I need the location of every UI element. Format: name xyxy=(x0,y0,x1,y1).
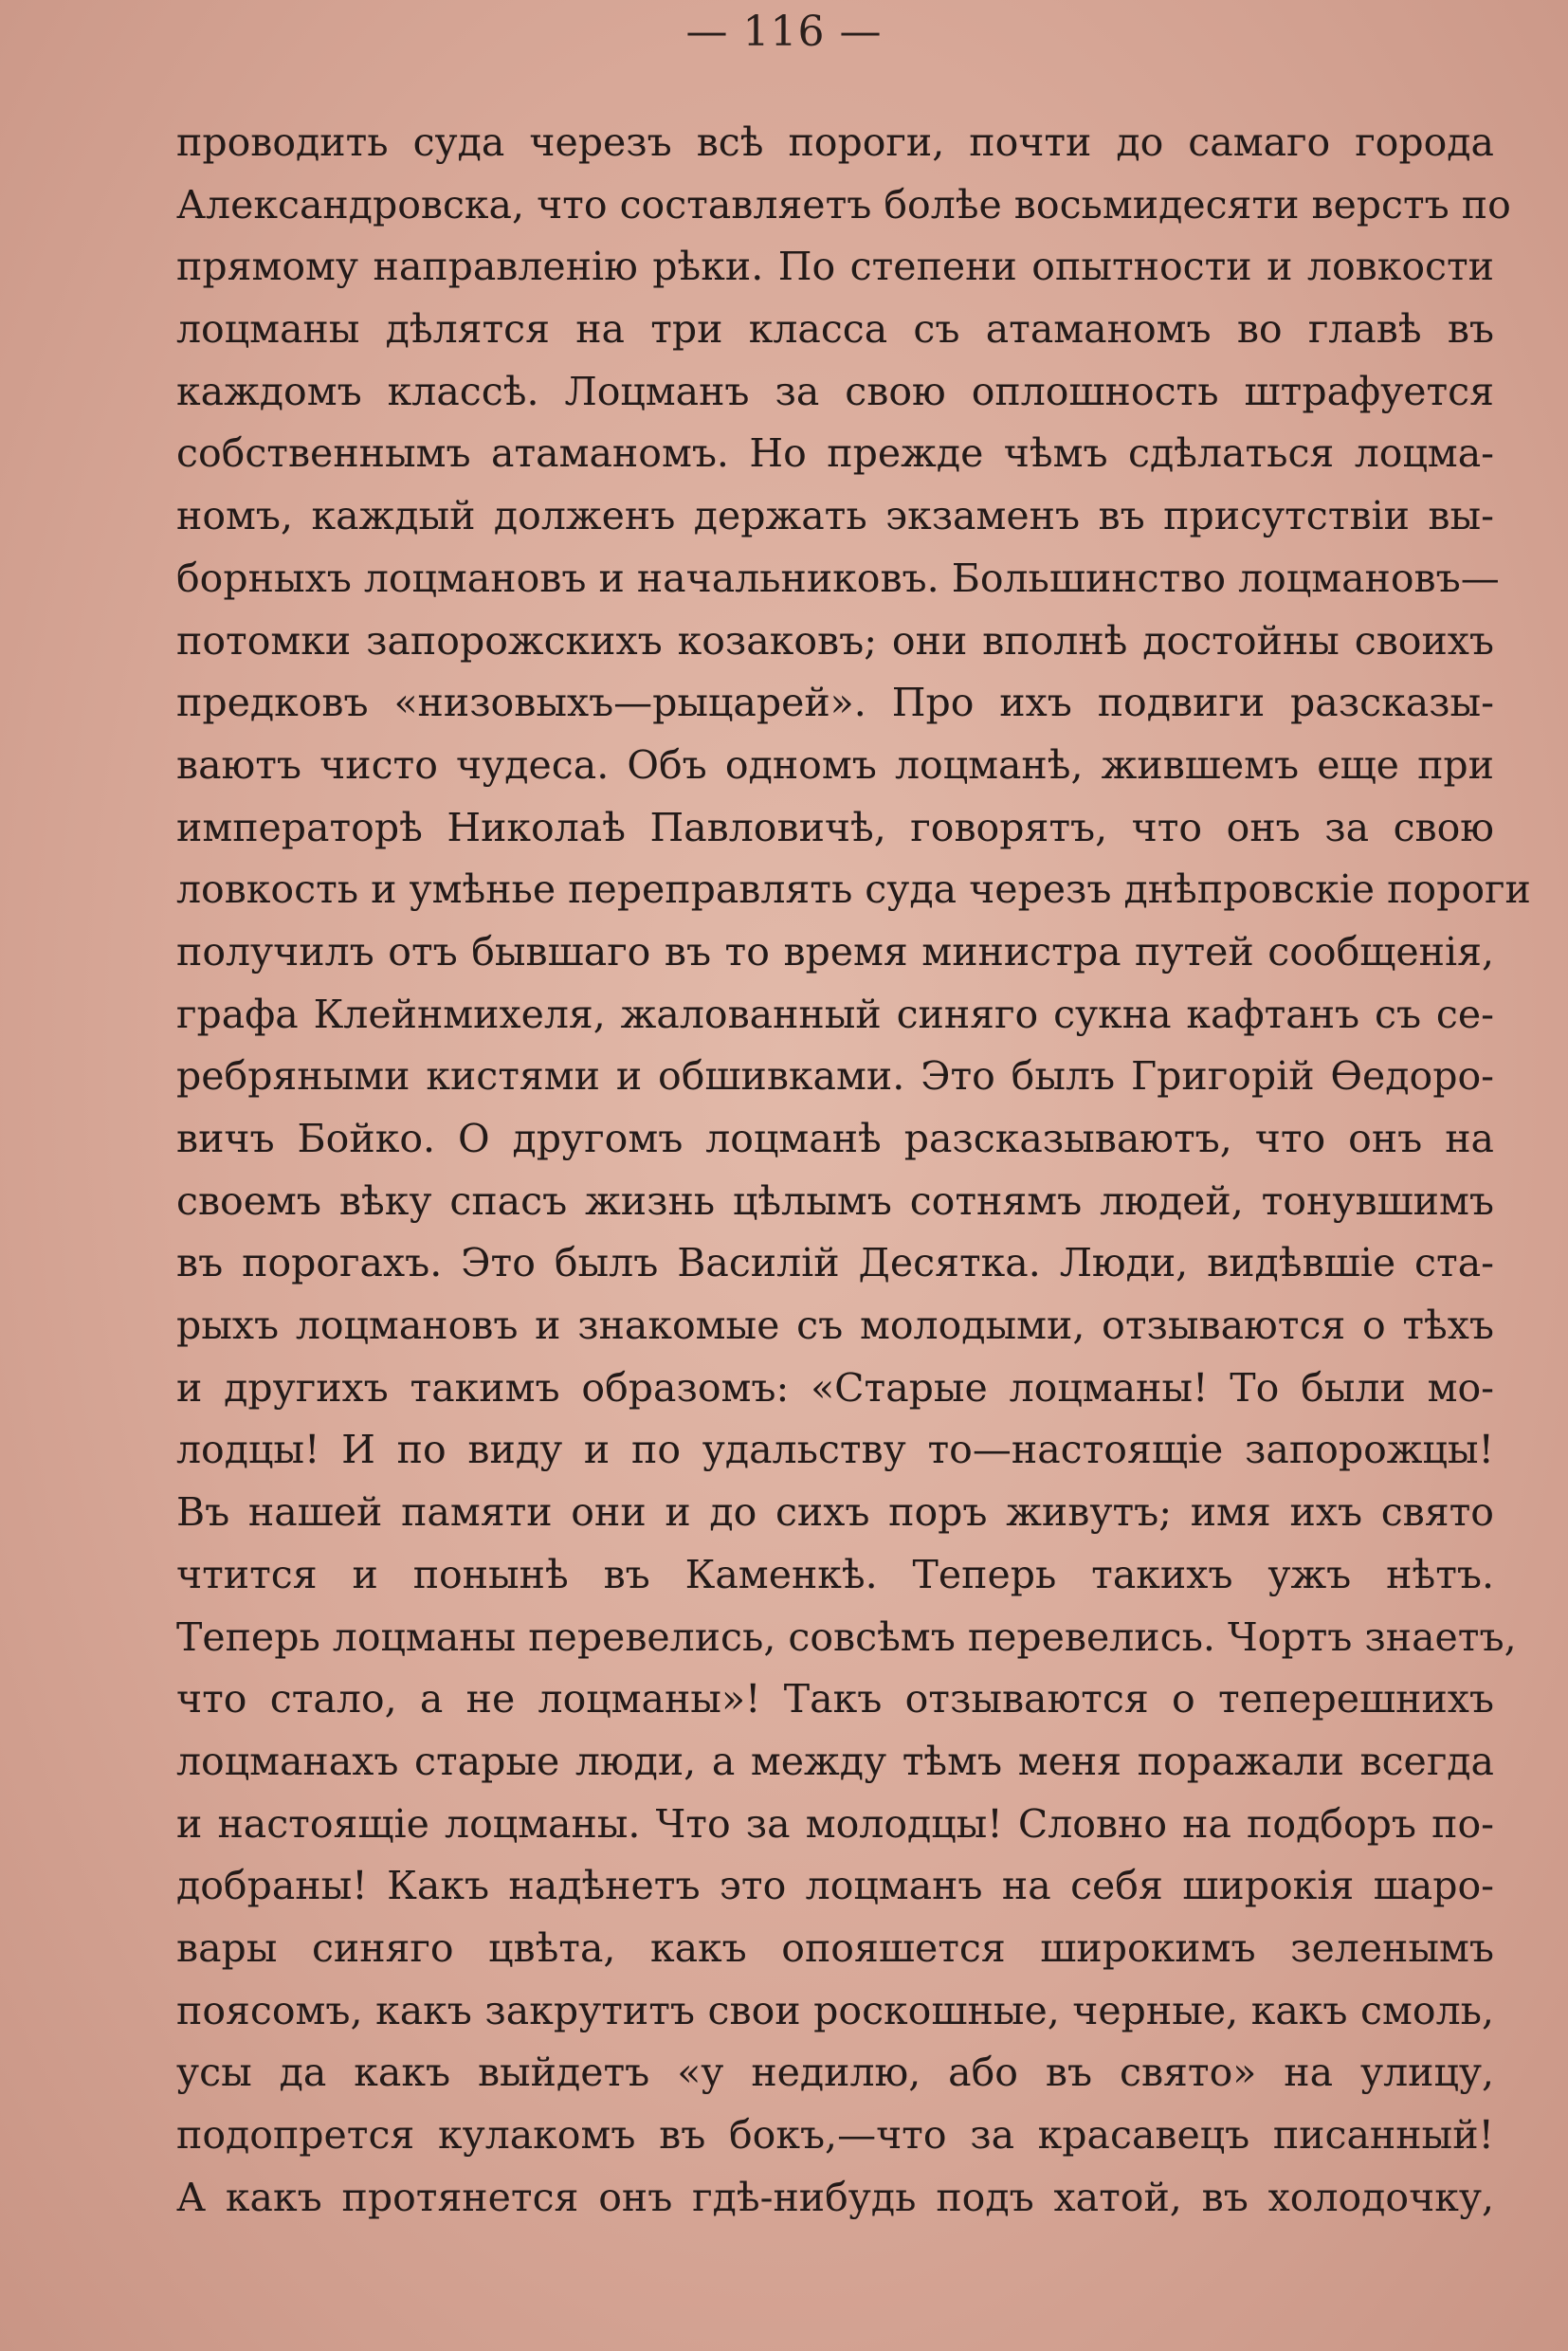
text-line: вичъ Бойко. О другомъ лоцманѣ разсказываютъ, что онъ на xyxy=(176,1116,1494,1161)
text-line: добраны! Какъ надѣнетъ это лоцманъ на себя широкія шаро- xyxy=(176,1863,1494,1909)
text-line: подопрется кулакомъ въ бокъ,—что за красавецъ писанный! xyxy=(176,2112,1494,2158)
text-line: лоцманы дѣлятся на три класса съ атаманомъ во главѣ въ xyxy=(176,306,1494,353)
text-line: Теперь лоцманы перевелись, совсѣмъ перевелись. Чортъ знаетъ, xyxy=(176,1613,1517,1660)
text-line: что стало, а не лоцманы»! Такъ отзываются о теперешнихъ xyxy=(176,1676,1494,1722)
text-line: ловкость и умѣнье переправлять суда черезъ днѣпровскіе пороги xyxy=(176,866,1531,913)
text-line: и настоящіе лоцманы. Что за молодцы! Словно на подборъ по- xyxy=(176,1800,1494,1847)
text-line: императорѣ Николаѣ Павловичѣ, говорятъ, что онъ за свою xyxy=(176,804,1494,850)
text-line: усы да какъ выйдетъ «у недилю, або въ свято» на улицу, xyxy=(176,2050,1494,2096)
text-line: предковъ «низовыхъ—рыцарей». Про ихъ подвиги разсказы- xyxy=(176,680,1494,726)
text-line: А какъ протянется онъ гдѣ-нибудь подъ хатой, въ холодочку, xyxy=(176,2174,1494,2220)
text-line: графа Клейнмихеля, жалованный синяго сукна кафтанъ съ се- xyxy=(176,991,1494,1037)
text-line: проводить суда черезъ всѣ пороги, почти до самаго города xyxy=(176,119,1494,165)
text-line: въ порогахъ. Это былъ Василій Десятка. Люди, видѣвшіе ста- xyxy=(176,1240,1494,1286)
text-line: своемъ вѣку спасъ жизнь цѣлымъ сотнямъ людей, тонувшимъ xyxy=(176,1177,1494,1224)
page-number: — 116 — xyxy=(685,8,883,56)
text-line: поясомъ, какъ закрутитъ свои роскошные, черные, какъ смоль, xyxy=(176,1987,1494,2033)
text-line: ваютъ чисто чудеса. Объ одномъ лоцманѣ, жившемъ еще при xyxy=(176,741,1494,788)
text-line: и другихъ такимъ образомъ: «Старые лоцманы! То были мо- xyxy=(176,1364,1494,1411)
text-line: чтится и понынѣ въ Каменкѣ. Теперь такихъ ужъ нѣтъ. xyxy=(176,1551,1494,1597)
text-line: ребряными кистями и обшивками. Это былъ Григорій Ѳедоро- xyxy=(176,1053,1494,1100)
text-line: Александровска, что составляетъ болѣе восьмидесяти верстъ по xyxy=(176,181,1511,228)
text-line: собственнымъ атаманомъ. Но прежде чѣмъ сдѣлаться лоцма- xyxy=(176,430,1494,477)
text-line: Въ нашей памяти они и до сихъ поръ живутъ; имя ихъ свято xyxy=(176,1489,1494,1536)
text-line: получилъ отъ бывшаго въ то время министра путей сообщенія, xyxy=(176,928,1494,975)
text-line: прямому направленію рѣки. По степени опытности и ловкости xyxy=(176,244,1494,290)
body-text xyxy=(176,112,1531,2229)
text-line: борныхъ лоцмановъ и начальниковъ. Большинство лоцмановъ— xyxy=(176,555,1500,601)
text-line: лодцы! И по виду и по удальству то—настоящіе запорожцы! xyxy=(176,1427,1494,1473)
text-line: потомки запорожскихъ козаковъ; они вполнѣ достойны своихъ xyxy=(176,617,1494,664)
text-line: вары синяго цвѣта, какъ опояшется широкимъ зеленымъ xyxy=(176,1924,1494,1971)
text-line: рыхъ лоцмановъ и знакомые съ молодыми, отзываются о тѣхъ xyxy=(176,1303,1494,1349)
text-line: лоцманахъ старые люди, а между тѣмъ меня поражали всегда xyxy=(176,1738,1494,1784)
text-line: номъ, каждый долженъ держать экзаменъ въ присутствіи вы- xyxy=(176,493,1494,539)
text-line: каждомъ классѣ. Лоцманъ за свою оплошность штрафуется xyxy=(176,368,1494,414)
